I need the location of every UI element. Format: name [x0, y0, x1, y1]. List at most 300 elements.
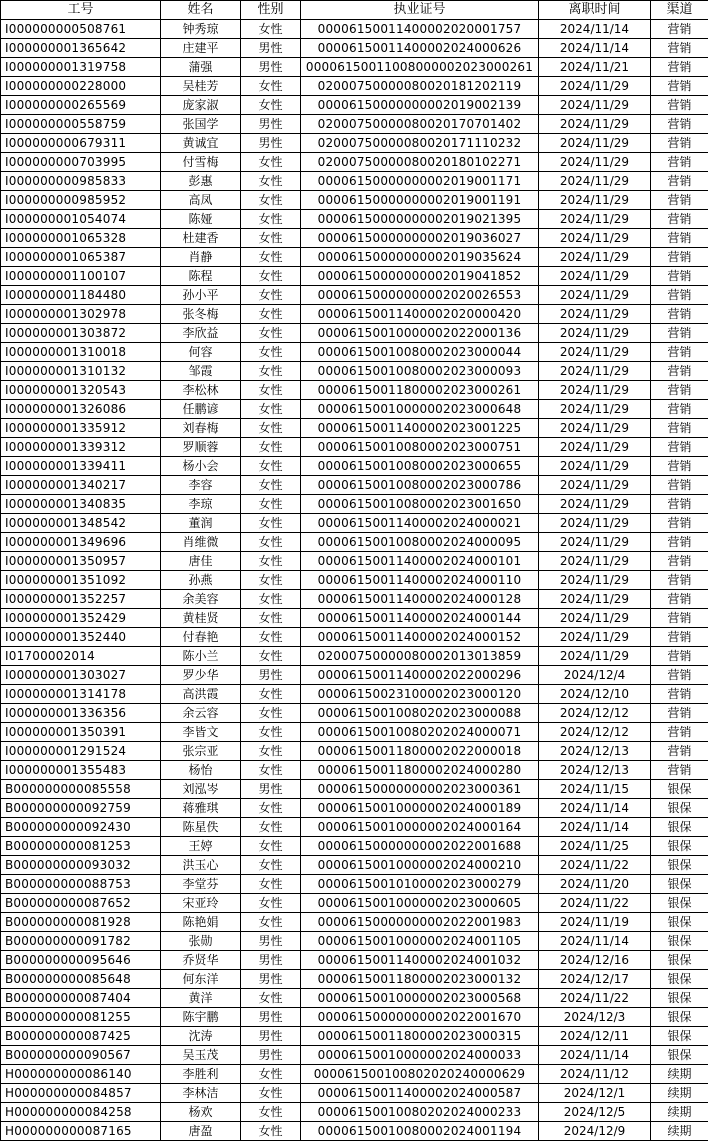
channel-cell: 银保 — [651, 818, 708, 837]
employee-id-cell: I000000001365642 — [1, 39, 161, 58]
employee-id-cell: I000000001335912 — [1, 419, 161, 438]
gender-cell: 女性 — [241, 818, 301, 837]
gender-cell: 女性 — [241, 856, 301, 875]
employee-id-cell: I000000000228000 — [1, 77, 161, 96]
gender-cell: 女性 — [241, 989, 301, 1008]
gender-cell: 女性 — [241, 248, 301, 267]
gender-cell: 男性 — [241, 666, 301, 685]
license-no-cell: 00006150011800002023000261 — [301, 381, 539, 400]
leave-date-cell: 2024/11/29 — [539, 343, 651, 362]
gender-cell: 女性 — [241, 894, 301, 913]
header-channel: 渠道 — [651, 1, 708, 20]
leave-date-cell: 2024/11/29 — [539, 495, 651, 514]
name-cell: 高凤 — [161, 191, 241, 210]
employee-id-cell: I000000001314178 — [1, 685, 161, 704]
table-row — [1, 590, 708, 609]
employee-id-cell: I000000001065387 — [1, 248, 161, 267]
employee-id-cell: I000000001352429 — [1, 609, 161, 628]
license-no-cell: 00006150010000002024000164 — [301, 818, 539, 837]
name-cell: 余云容 — [161, 704, 241, 723]
table-row — [1, 77, 708, 96]
gender-cell: 男性 — [241, 58, 301, 77]
license-no-cell: 00006150010080002023001650 — [301, 495, 539, 514]
gender-cell: 女性 — [241, 77, 301, 96]
gender-cell: 男性 — [241, 932, 301, 951]
leave-date-cell: 2024/11/29 — [539, 210, 651, 229]
leave-date-cell: 2024/12/3 — [539, 1008, 651, 1027]
channel-cell: 营销 — [651, 267, 708, 286]
license-no-cell: 00006150010000002024000033 — [301, 1046, 539, 1065]
gender-cell: 女性 — [241, 495, 301, 514]
gender-cell: 女性 — [241, 419, 301, 438]
license-no-cell: 00006150010080002023000093 — [301, 362, 539, 381]
name-cell: 付春艳 — [161, 628, 241, 647]
license-no-cell: 00006150010080002024001194 — [301, 1122, 539, 1141]
employee-id-cell: I000000001310018 — [1, 343, 161, 362]
leave-date-cell: 2024/11/29 — [539, 267, 651, 286]
channel-cell: 银保 — [651, 894, 708, 913]
table-row — [1, 666, 708, 685]
license-no-cell: 00006150000000002019001191 — [301, 191, 539, 210]
name-cell: 肖维微 — [161, 533, 241, 552]
name-cell: 李松林 — [161, 381, 241, 400]
employee-id-cell: I000000000679311 — [1, 134, 161, 153]
employee-id-cell: B000000000081255 — [1, 1008, 161, 1027]
table-row — [1, 381, 708, 400]
channel-cell: 营销 — [651, 20, 708, 39]
employee-id-cell: I000000000985952 — [1, 191, 161, 210]
name-cell: 何东洋 — [161, 970, 241, 989]
table-row — [1, 476, 708, 495]
employee-id-cell: B000000000081253 — [1, 837, 161, 856]
employee-id-cell: I000000001291524 — [1, 742, 161, 761]
channel-cell: 营销 — [651, 286, 708, 305]
table-row — [1, 1103, 708, 1122]
leave-date-cell: 2024/12/12 — [539, 704, 651, 723]
channel-cell: 营销 — [651, 381, 708, 400]
employee-id-cell: B000000000092759 — [1, 799, 161, 818]
channel-cell: 续期 — [651, 1084, 708, 1103]
table-row — [1, 1122, 708, 1141]
table-row — [1, 1046, 708, 1065]
license-no-cell: 00006150010000002024000189 — [301, 799, 539, 818]
name-cell: 李皆文 — [161, 723, 241, 742]
name-cell: 罗顺蓉 — [161, 438, 241, 457]
channel-cell: 营销 — [651, 685, 708, 704]
gender-cell: 男性 — [241, 1027, 301, 1046]
name-cell: 任鹏谚 — [161, 400, 241, 419]
leave-date-cell: 2024/11/22 — [539, 989, 651, 1008]
name-cell: 肖静 — [161, 248, 241, 267]
gender-cell: 女性 — [241, 590, 301, 609]
gender-cell: 女性 — [241, 305, 301, 324]
license-no-cell: 02000750000080002013013859 — [301, 647, 539, 666]
name-cell: 董润 — [161, 514, 241, 533]
employee-id-cell: I000000000508761 — [1, 20, 161, 39]
employee-id-cell: I000000001351092 — [1, 571, 161, 590]
license-no-cell: 00006150010000002024000210 — [301, 856, 539, 875]
name-cell: 陈程 — [161, 267, 241, 286]
employee-id-cell: H000000000086140 — [1, 1065, 161, 1084]
channel-cell: 银保 — [651, 970, 708, 989]
table-row — [1, 457, 708, 476]
employee-id-cell: I000000001352440 — [1, 628, 161, 647]
employee-id-cell: B000000000085558 — [1, 780, 161, 799]
channel-cell: 营销 — [651, 77, 708, 96]
employee-id-cell: I000000001352257 — [1, 590, 161, 609]
leave-date-cell: 2024/12/10 — [539, 685, 651, 704]
channel-cell: 银保 — [651, 932, 708, 951]
employee-id-cell: I000000001326086 — [1, 400, 161, 419]
table-row — [1, 229, 708, 248]
channel-cell: 营销 — [651, 362, 708, 381]
gender-cell: 女性 — [241, 837, 301, 856]
employee-id-cell: B000000000087425 — [1, 1027, 161, 1046]
employee-id-cell: B000000000093032 — [1, 856, 161, 875]
table-row — [1, 837, 708, 856]
channel-cell: 营销 — [651, 590, 708, 609]
table-row — [1, 875, 708, 894]
table-row — [1, 571, 708, 590]
table-row — [1, 818, 708, 837]
leave-date-cell: 2024/11/29 — [539, 628, 651, 647]
name-cell: 乔贤华 — [161, 951, 241, 970]
channel-cell: 续期 — [651, 1103, 708, 1122]
channel-cell: 营销 — [651, 571, 708, 590]
leave-date-cell: 2024/12/4 — [539, 666, 651, 685]
name-cell: 蒲强 — [161, 58, 241, 77]
employee-id-cell: I000000001184480 — [1, 286, 161, 305]
license-no-cell: 00006150011400002023001225 — [301, 419, 539, 438]
table-row — [1, 495, 708, 514]
channel-cell: 营销 — [651, 438, 708, 457]
license-no-cell: 00006150010080002023000044 — [301, 343, 539, 362]
header-name: 姓名 — [161, 1, 241, 20]
channel-cell: 银保 — [651, 837, 708, 856]
table-row — [1, 400, 708, 419]
name-cell: 杨欢 — [161, 1103, 241, 1122]
license-no-cell: 00006150010000002023000605 — [301, 894, 539, 913]
gender-cell: 男性 — [241, 39, 301, 58]
table-row — [1, 1027, 708, 1046]
leave-date-cell: 2024/11/22 — [539, 856, 651, 875]
gender-cell: 女性 — [241, 362, 301, 381]
leave-date-cell: 2024/11/22 — [539, 894, 651, 913]
channel-cell: 银保 — [651, 1027, 708, 1046]
employee-id-cell: I000000001320543 — [1, 381, 161, 400]
license-no-cell: 02000750000080020171110232 — [301, 134, 539, 153]
employee-id-cell: I000000001340835 — [1, 495, 161, 514]
gender-cell: 女性 — [241, 343, 301, 362]
channel-cell: 营销 — [651, 628, 708, 647]
name-cell: 王婷 — [161, 837, 241, 856]
table-row — [1, 799, 708, 818]
license-no-cell: 00006150000000002019002139 — [301, 96, 539, 115]
gender-cell: 女性 — [241, 533, 301, 552]
name-cell: 刘春梅 — [161, 419, 241, 438]
gender-cell: 女性 — [241, 628, 301, 647]
name-cell: 罗少华 — [161, 666, 241, 685]
employee-id-cell: I000000001302978 — [1, 305, 161, 324]
table-row — [1, 134, 708, 153]
license-no-cell: 00006150011400002024000626 — [301, 39, 539, 58]
license-no-cell: 02000750000080020180102271 — [301, 153, 539, 172]
table-row — [1, 58, 708, 77]
license-no-cell: 00006150011400002024000128 — [301, 590, 539, 609]
gender-cell: 女性 — [241, 761, 301, 780]
gender-cell: 女性 — [241, 96, 301, 115]
leave-date-cell: 2024/11/29 — [539, 590, 651, 609]
leave-date-cell: 2024/11/20 — [539, 875, 651, 894]
leave-date-cell: 2024/11/29 — [539, 77, 651, 96]
gender-cell: 女性 — [241, 286, 301, 305]
name-cell: 沈涛 — [161, 1027, 241, 1046]
name-cell: 李林洁 — [161, 1084, 241, 1103]
leave-date-cell: 2024/12/11 — [539, 1027, 651, 1046]
leave-date-cell: 2024/11/29 — [539, 381, 651, 400]
table-row — [1, 970, 708, 989]
license-no-cell: 00006150000000002019021395 — [301, 210, 539, 229]
name-cell: 何容 — [161, 343, 241, 362]
gender-cell: 男性 — [241, 1046, 301, 1065]
license-no-cell: 000061500100802020240000629 — [301, 1065, 539, 1084]
name-cell: 杨怡 — [161, 761, 241, 780]
channel-cell: 营销 — [651, 666, 708, 685]
channel-cell: 营销 — [651, 96, 708, 115]
name-cell: 陈宇鹏 — [161, 1008, 241, 1027]
license-no-cell: 00006150023100002023000120 — [301, 685, 539, 704]
leave-date-cell: 2024/11/29 — [539, 571, 651, 590]
table-row — [1, 39, 708, 58]
license-no-cell: 00006150010000002023000568 — [301, 989, 539, 1008]
name-cell: 黄桂贤 — [161, 609, 241, 628]
channel-cell: 营销 — [651, 609, 708, 628]
leave-date-cell: 2024/12/13 — [539, 742, 651, 761]
channel-cell: 营销 — [651, 343, 708, 362]
employee-id-cell: I000000000265569 — [1, 96, 161, 115]
channel-cell: 银保 — [651, 913, 708, 932]
employee-id-cell: B000000000092430 — [1, 818, 161, 837]
table-row — [1, 1065, 708, 1084]
gender-cell: 女性 — [241, 324, 301, 343]
channel-cell: 续期 — [651, 1065, 708, 1084]
table-row — [1, 1084, 708, 1103]
channel-cell: 银保 — [651, 1008, 708, 1027]
license-no-cell: 02000750000080020181202119 — [301, 77, 539, 96]
employee-id-cell: I000000000985833 — [1, 172, 161, 191]
license-no-cell: 00006150000000002022001983 — [301, 913, 539, 932]
employee-id-cell: B000000000090567 — [1, 1046, 161, 1065]
leave-date-cell: 2024/11/21 — [539, 58, 651, 77]
leave-date-cell: 2024/11/29 — [539, 400, 651, 419]
employee-id-cell: B000000000095646 — [1, 951, 161, 970]
gender-cell: 女性 — [241, 210, 301, 229]
name-cell: 余美容 — [161, 590, 241, 609]
employee-id-cell: I000000001340217 — [1, 476, 161, 495]
channel-cell: 营销 — [651, 552, 708, 571]
leave-date-cell: 2024/12/16 — [539, 951, 651, 970]
license-no-cell: 00006150010000002023000648 — [301, 400, 539, 419]
name-cell: 杜建香 — [161, 229, 241, 248]
license-no-cell: 00006150011400002024000101 — [301, 552, 539, 571]
channel-cell: 营销 — [651, 723, 708, 742]
channel-cell: 银保 — [651, 875, 708, 894]
gender-cell: 女性 — [241, 647, 301, 666]
table-row — [1, 989, 708, 1008]
table-row — [1, 609, 708, 628]
leave-date-cell: 2024/11/29 — [539, 533, 651, 552]
leave-date-cell: 2024/11/29 — [539, 552, 651, 571]
leave-date-cell: 2024/11/29 — [539, 514, 651, 533]
license-no-cell: 00006150000000002019001171 — [301, 172, 539, 191]
table-row — [1, 780, 708, 799]
employee-id-cell: I000000001054074 — [1, 210, 161, 229]
table-row — [1, 324, 708, 343]
license-no-cell: 00006150011008000002023000261 — [301, 58, 539, 77]
table-row — [1, 1008, 708, 1027]
leave-date-cell: 2024/11/29 — [539, 191, 651, 210]
gender-cell: 女性 — [241, 799, 301, 818]
channel-cell: 营销 — [651, 514, 708, 533]
gender-cell: 女性 — [241, 704, 301, 723]
name-cell: 蒋雅琪 — [161, 799, 241, 818]
table-row — [1, 362, 708, 381]
employee-id-cell: B000000000091782 — [1, 932, 161, 951]
gender-cell: 女性 — [241, 172, 301, 191]
employee-id-cell: I000000001339312 — [1, 438, 161, 457]
license-no-cell: 00006150010080002023000751 — [301, 438, 539, 457]
channel-cell: 营销 — [651, 39, 708, 58]
leave-date-cell: 2024/11/29 — [539, 324, 651, 343]
channel-cell: 营销 — [651, 742, 708, 761]
name-cell: 李堂芬 — [161, 875, 241, 894]
leave-date-cell: 2024/11/29 — [539, 115, 651, 134]
gender-cell: 女性 — [241, 571, 301, 590]
table-row — [1, 20, 708, 39]
table-row — [1, 305, 708, 324]
name-cell: 吴玉茂 — [161, 1046, 241, 1065]
name-cell: 彭惠 — [161, 172, 241, 191]
license-no-cell: 00006150000000002022001688 — [301, 837, 539, 856]
gender-cell: 女性 — [241, 457, 301, 476]
name-cell: 付雪梅 — [161, 153, 241, 172]
table-row — [1, 932, 708, 951]
name-cell: 李琼 — [161, 495, 241, 514]
channel-cell: 营销 — [651, 400, 708, 419]
license-no-cell: 00006150011800002024000280 — [301, 761, 539, 780]
license-no-cell: 00006150011800002022000018 — [301, 742, 539, 761]
license-no-cell: 00006150010080202024000071 — [301, 723, 539, 742]
channel-cell: 营销 — [651, 324, 708, 343]
name-cell: 张冬梅 — [161, 305, 241, 324]
leave-date-cell: 2024/11/14 — [539, 1046, 651, 1065]
gender-cell: 女性 — [241, 875, 301, 894]
license-no-cell: 00006150000000002019036027 — [301, 229, 539, 248]
employee-id-cell: I000000001310132 — [1, 362, 161, 381]
name-cell: 黄诚宜 — [161, 134, 241, 153]
license-no-cell: 00006150011400002020001757 — [301, 20, 539, 39]
license-no-cell: 00006150010080002023000655 — [301, 457, 539, 476]
leave-date-cell: 2024/11/29 — [539, 96, 651, 115]
gender-cell: 女性 — [241, 400, 301, 419]
gender-cell: 男性 — [241, 1008, 301, 1027]
employee-id-cell: B000000000087652 — [1, 894, 161, 913]
employee-id-cell: I000000001350957 — [1, 552, 161, 571]
table-row — [1, 172, 708, 191]
gender-cell: 女性 — [241, 20, 301, 39]
leave-date-cell: 2024/11/29 — [539, 286, 651, 305]
channel-cell: 银保 — [651, 1046, 708, 1065]
license-no-cell: 00006150000000002019041852 — [301, 267, 539, 286]
employee-id-cell: B000000000081928 — [1, 913, 161, 932]
leave-date-cell: 2024/12/1 — [539, 1084, 651, 1103]
employee-id-cell: I000000000558759 — [1, 115, 161, 134]
channel-cell: 营销 — [651, 495, 708, 514]
channel-cell: 营销 — [651, 153, 708, 172]
employee-id-cell: I000000001319758 — [1, 58, 161, 77]
table-row — [1, 191, 708, 210]
employee-id-cell: I000000001100107 — [1, 267, 161, 286]
employee-id-cell: B000000000087404 — [1, 989, 161, 1008]
name-cell: 宋亚玲 — [161, 894, 241, 913]
leave-date-cell: 2024/11/29 — [539, 457, 651, 476]
channel-cell: 营销 — [651, 647, 708, 666]
gender-cell: 男性 — [241, 970, 301, 989]
table-row — [1, 761, 708, 780]
channel-cell: 营销 — [651, 229, 708, 248]
license-no-cell: 00006150000000002022001670 — [301, 1008, 539, 1027]
channel-cell: 营销 — [651, 704, 708, 723]
license-no-cell: 00006150010080002023000786 — [301, 476, 539, 495]
header-employee-id: 工号 — [1, 1, 161, 20]
channel-cell: 营销 — [651, 210, 708, 229]
table-row — [1, 628, 708, 647]
leave-date-cell: 2024/12/12 — [539, 723, 651, 742]
table-row — [1, 419, 708, 438]
license-no-cell: 00006150011400002024000021 — [301, 514, 539, 533]
gender-cell: 女性 — [241, 1084, 301, 1103]
gender-cell: 男性 — [241, 115, 301, 134]
table-row — [1, 286, 708, 305]
table-row — [1, 685, 708, 704]
employee-id-cell: I000000000703995 — [1, 153, 161, 172]
gender-cell: 女性 — [241, 229, 301, 248]
gender-cell: 女性 — [241, 191, 301, 210]
channel-cell: 营销 — [651, 172, 708, 191]
leave-date-cell: 2024/11/29 — [539, 476, 651, 495]
leave-date-cell: 2024/11/14 — [539, 932, 651, 951]
employee-id-cell: B000000000085648 — [1, 970, 161, 989]
employee-id-cell: I000000001348542 — [1, 514, 161, 533]
leave-date-cell: 2024/11/29 — [539, 172, 651, 191]
license-no-cell: 00006150011400002024001032 — [301, 951, 539, 970]
gender-cell: 女性 — [241, 1103, 301, 1122]
gender-cell: 男性 — [241, 780, 301, 799]
channel-cell: 银保 — [651, 780, 708, 799]
leave-date-cell: 2024/11/25 — [539, 837, 651, 856]
employee-id-cell: I000000001350391 — [1, 723, 161, 742]
header-leave-date: 离职时间 — [539, 1, 651, 20]
gender-cell: 女性 — [241, 723, 301, 742]
name-cell: 孙燕 — [161, 571, 241, 590]
name-cell: 李欣益 — [161, 324, 241, 343]
license-no-cell: 00006150011400002024000110 — [301, 571, 539, 590]
leave-date-cell: 2024/11/12 — [539, 1065, 651, 1084]
leave-date-cell: 2024/11/29 — [539, 248, 651, 267]
gender-cell: 女性 — [241, 1122, 301, 1141]
license-no-cell: 00006150010080202023000088 — [301, 704, 539, 723]
table-row — [1, 343, 708, 362]
